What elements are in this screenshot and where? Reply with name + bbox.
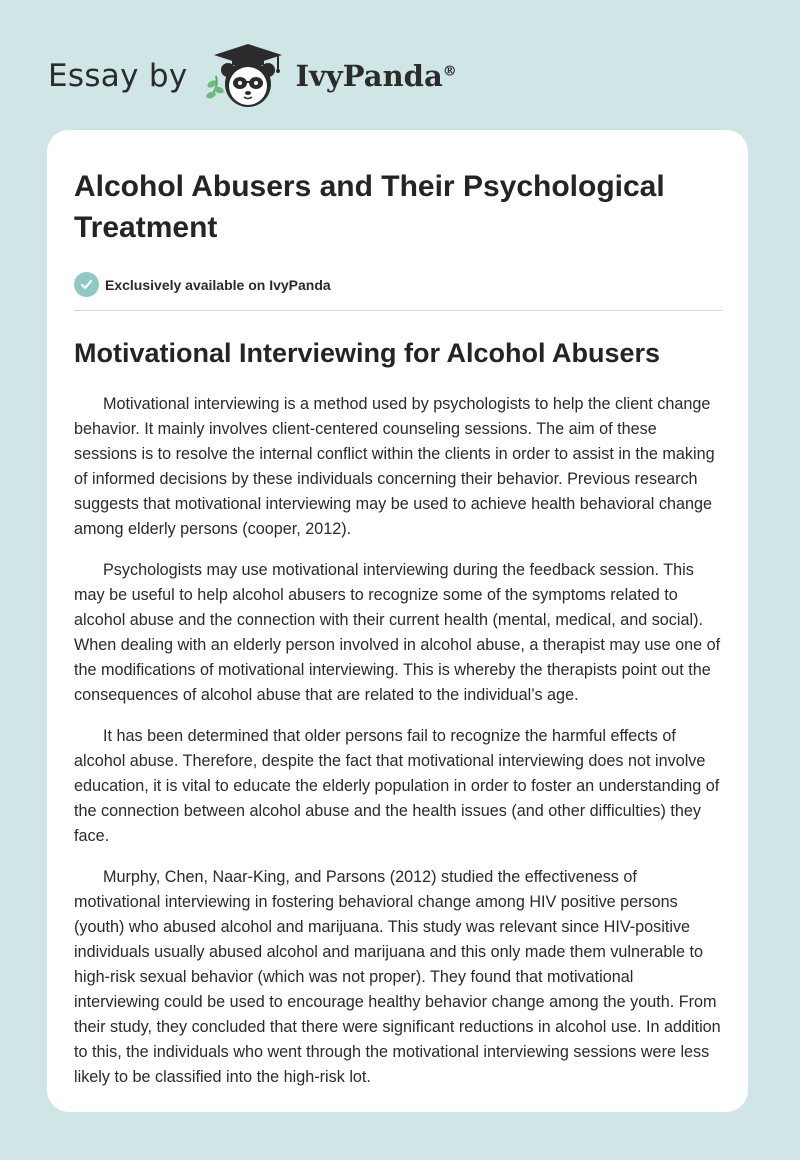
panda-graduate-icon — [202, 40, 292, 112]
paragraph: It has been determined that older persons fail to recognize the harmful effects of alcohol abuse. Therefore, despite the fact that motivational interviewing does not involve education, it is vital to educate the elderly population in order to foster an understanding of the connection between alcohol abuse and the health issues (and other difficulties) they face. — [74, 727, 720, 845]
check-icon — [74, 272, 99, 297]
essay-title: Alcohol Abusers and Their Psychological Treatment — [74, 170, 665, 244]
brand-name-text: IvyPanda — [295, 59, 443, 93]
brand-name — [296, 59, 457, 93]
paragraph: Psychologists may use motivational interviewing during the feedback session. This may be useful to help alcohol abusers to recognize some of the symptoms related to alcohol abuse and the connection with their current health (mental, medical, and social). When dealing with an elderly person involved in alcohol abuse, a therapist may use one of the modifications of motivational interviewing. This is whereby the therapists point out the consequences of alcohol abuse that are related to the individual’s age. — [74, 561, 721, 704]
registered-mark: ® — [442, 63, 457, 80]
section-heading: Motivational Interviewing for Alcohol Abusers — [74, 338, 661, 368]
essay-card — [47, 130, 748, 1112]
exclusive-text: Exclusively available on IvyPanda — [105, 276, 331, 293]
exclusive-label — [74, 272, 722, 297]
paragraph: Murphy, Chen, Naar-King, and Parsons (2012) studied the effectiveness of motivational interviewing in fostering behavioral change among HIV positive persons (youth) who abused alcohol and marijuana. This study was relevant since HIV-positive individuals usually abused alcohol and marijuana and this only made them vulnerable to high-risk sexual behavior (which was not proper). They found that motivational interviewing could be used to encourage healthy behavior change among the youth. From their study, they concluded that there were significant reductions in alcohol use. In addition to this, the individuals who went through the motivational interviewing sessions were less likely to be classified into the high-risk lot. — [74, 868, 721, 1086]
brand-prefix: Essay by — [48, 58, 188, 94]
paragraph: Motivational interviewing is a method used by psychologists to help the client change behavior. It mainly involves client-centered counseling sessions. The aim of these sessions is to resolve the internal conflict within the clients in order to assist in the making of informed decisions by these individuals concerning their behavior. Previous research suggests that motivational interviewing may be used to achieve health behavioral change among elderly persons (cooper, 2012). — [74, 395, 715, 538]
divider — [74, 310, 722, 311]
brand-header — [48, 36, 457, 116]
